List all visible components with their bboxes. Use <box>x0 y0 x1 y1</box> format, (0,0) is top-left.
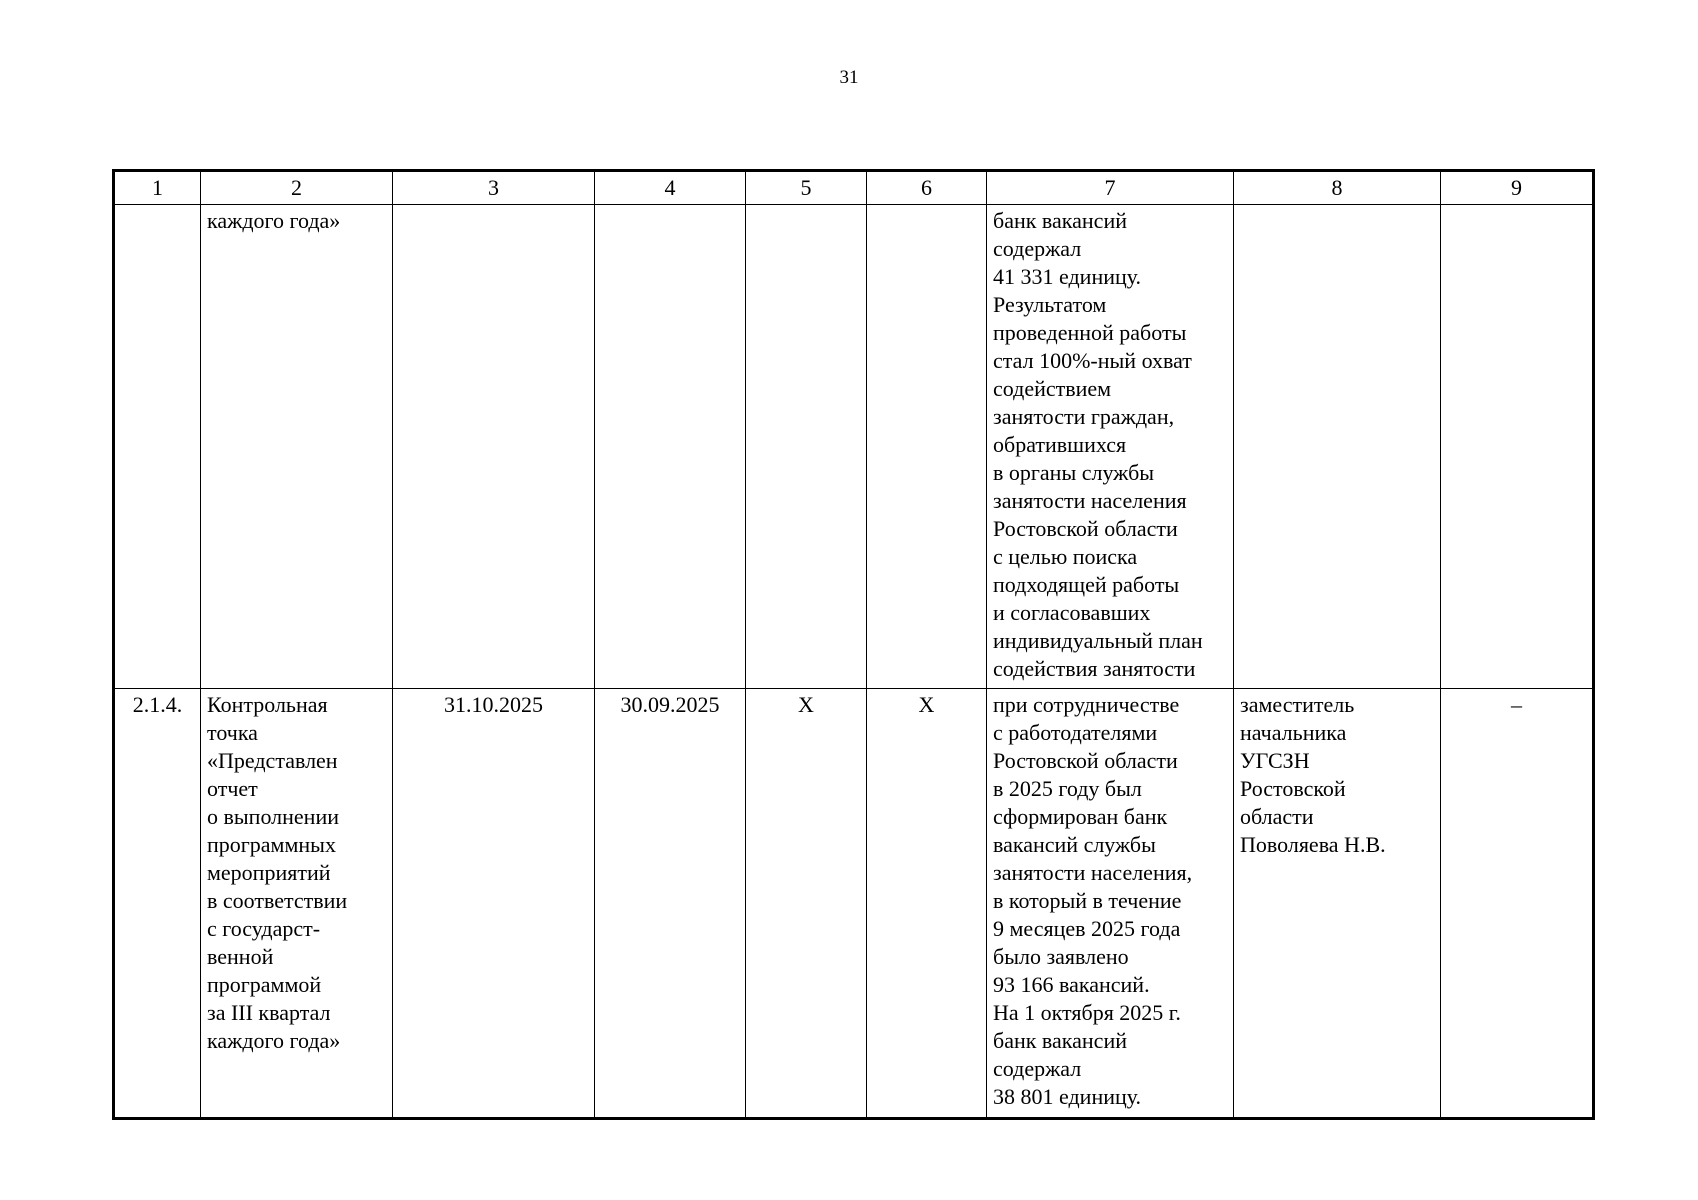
document-table <box>114 171 1593 1118</box>
col6-cell <box>867 205 987 689</box>
col6-cell: X <box>867 689 987 1118</box>
row-number-cell <box>115 205 201 689</box>
col5-cell <box>746 205 867 689</box>
row-number-cell: 2.1.4. <box>115 689 201 1118</box>
col9-cell <box>1441 205 1593 689</box>
header-cell-3: 3 <box>393 172 595 205</box>
event-name-cell: каждого года» <box>201 205 393 689</box>
results-cell: банк вакансий содержал 41 331 единицу. Результатом проведенной работы стал 100%-ный охват содействием занятости граждан, обратившихся в органы службы занятости населения Ростовской области с целью поиска подходящей работы и согласовавших индивидуальный план содействия занятости <box>987 205 1234 689</box>
header-cell-7: 7 <box>987 172 1234 205</box>
event-name-cell: Контрольная точка «Представлен отчет о выполнении программных мероприятий в соответствии с государст- венной программой за III квартал каждого года» <box>201 689 393 1118</box>
actual-date-cell: 30.09.2025 <box>595 689 746 1118</box>
results-cell: при сотрудничестве с работодателями Ростовской области в 2025 году был сформирован банк вакансий службы занятости населения, в который в течение 9 месяцев 2025 года было заявлено 93 166 вакансий. На 1 октября 2025 г. банк вакансий содержал 38 801 единицу. <box>987 689 1234 1118</box>
actual-date-cell <box>595 205 746 689</box>
col9-cell: – <box>1441 689 1593 1118</box>
table-row <box>115 205 1593 689</box>
page-number: 31 <box>839 67 859 88</box>
header-cell-4: 4 <box>595 172 746 205</box>
header-cell-1: 1 <box>115 172 201 205</box>
header-cell-9: 9 <box>1441 172 1593 205</box>
table-header-row <box>115 172 1593 205</box>
table-row <box>115 689 1593 1118</box>
header-cell-6: 6 <box>867 172 987 205</box>
planned-date-cell <box>393 205 595 689</box>
responsible-cell <box>1234 205 1441 689</box>
col5-cell: X <box>746 689 867 1118</box>
planned-date-cell: 31.10.2025 <box>393 689 595 1118</box>
header-cell-5: 5 <box>746 172 867 205</box>
header-cell-2: 2 <box>201 172 393 205</box>
header-cell-8: 8 <box>1234 172 1441 205</box>
responsible-cell: заместитель начальника УГСЗН Ростовской области Поволяева Н.В. <box>1234 689 1441 1118</box>
